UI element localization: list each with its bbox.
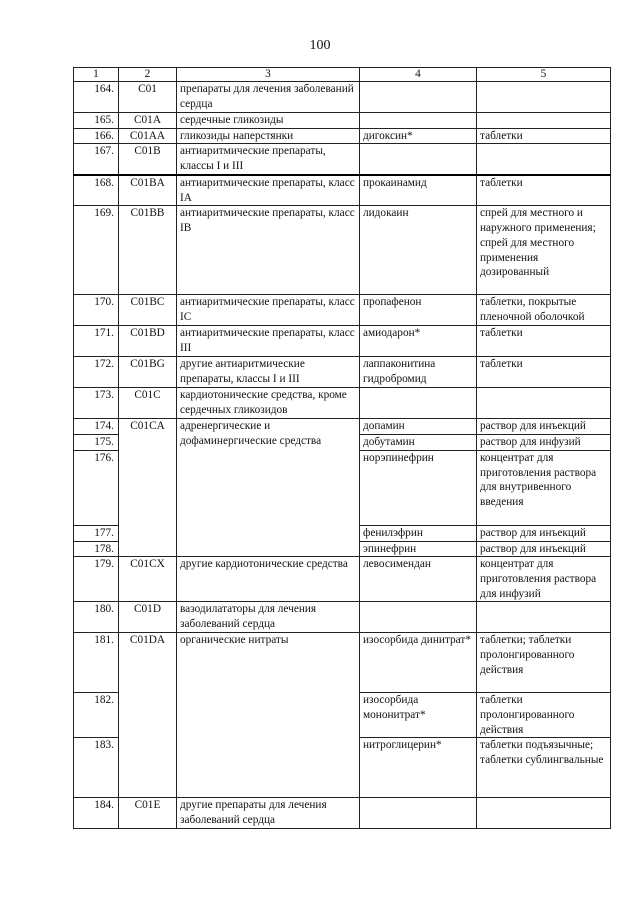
table-row bbox=[74, 798, 611, 829]
atc-group: антиаритмические препараты, классы I и III bbox=[177, 144, 360, 175]
atc-code: C01A bbox=[119, 113, 177, 129]
drug-name: эпинефрин bbox=[360, 541, 477, 557]
table-row bbox=[74, 557, 611, 602]
atc-group: вазодилататоры для лечения заболеваний сердца bbox=[177, 602, 360, 633]
column-number-row bbox=[74, 68, 611, 82]
drug-name: пропафенон bbox=[360, 295, 477, 326]
row-number: 183. bbox=[74, 738, 119, 798]
drug-name: фенилэфрин bbox=[360, 525, 477, 541]
drug-name: амиодарон* bbox=[360, 326, 477, 357]
drug-name bbox=[360, 82, 477, 113]
atc-code: C01BC bbox=[119, 295, 177, 326]
table-row bbox=[74, 388, 611, 419]
dosage-form: таблетки bbox=[477, 128, 611, 144]
atc-code: C01AA bbox=[119, 128, 177, 144]
drug-name bbox=[360, 798, 477, 829]
row-number: 164. bbox=[74, 82, 119, 113]
atc-code: C01BG bbox=[119, 357, 177, 388]
atc-code: C01CA bbox=[119, 419, 177, 557]
column-number: 4 bbox=[360, 68, 477, 82]
atc-code: C01E bbox=[119, 798, 177, 829]
dosage-form: таблетки, покрытые пленочной оболочкой bbox=[477, 295, 611, 326]
table-row bbox=[74, 82, 611, 113]
table-row bbox=[74, 175, 611, 206]
row-number: 177. bbox=[74, 525, 119, 541]
dosage-form bbox=[477, 798, 611, 829]
atc-code: C01CX bbox=[119, 557, 177, 602]
dosage-form: концентрат для приготовления раствора для внутривенного введения bbox=[477, 450, 611, 525]
atc-group: сердечные гликозиды bbox=[177, 113, 360, 129]
atc-group: антиаритмические препараты, класс IA bbox=[177, 175, 360, 206]
dosage-form: таблетки bbox=[477, 175, 611, 206]
drug-name: лаппаконитина гидробромид bbox=[360, 357, 477, 388]
atc-group: антиаритмические препараты, класс IB bbox=[177, 206, 360, 295]
dosage-form: раствор для инъекций bbox=[477, 419, 611, 435]
row-number: 165. bbox=[74, 113, 119, 129]
atc-group: антиаритмические препараты, класс III bbox=[177, 326, 360, 357]
atc-group: кардиотонические средства, кроме сердечных гликозидов bbox=[177, 388, 360, 419]
atc-group: препараты для лечения заболеваний сердца bbox=[177, 82, 360, 113]
dosage-form bbox=[477, 82, 611, 113]
atc-group: органические нитраты bbox=[177, 633, 360, 798]
dosage-form: раствор для инъекций bbox=[477, 525, 611, 541]
atc-group: другие кардиотонические средства bbox=[177, 557, 360, 602]
dosage-form: таблетки пролонгированного действия bbox=[477, 693, 611, 738]
row-number: 172. bbox=[74, 357, 119, 388]
column-number: 1 bbox=[74, 68, 119, 82]
drug-name: норэпинефрин bbox=[360, 450, 477, 525]
atc-code: C01 bbox=[119, 82, 177, 113]
row-number: 182. bbox=[74, 693, 119, 738]
drug-name: добутамин bbox=[360, 435, 477, 451]
row-number: 169. bbox=[74, 206, 119, 295]
row-number: 170. bbox=[74, 295, 119, 326]
drug-name: нитроглицерин* bbox=[360, 738, 477, 798]
atc-code: C01D bbox=[119, 602, 177, 633]
row-number: 168. bbox=[74, 175, 119, 206]
atc-group: адренергические и дофаминергические средства bbox=[177, 419, 360, 557]
row-number: 179. bbox=[74, 557, 119, 602]
atc-group: другие препараты для лечения заболеваний сердца bbox=[177, 798, 360, 829]
drug-name bbox=[360, 144, 477, 175]
drug-name: допамин bbox=[360, 419, 477, 435]
dosage-form bbox=[477, 602, 611, 633]
atc-group: гликозиды наперстянки bbox=[177, 128, 360, 144]
atc-group: другие антиаритмические препараты, классы I и III bbox=[177, 357, 360, 388]
dosage-form: спрей для местного и наружного применения; спрей для местного применения дозированный bbox=[477, 206, 611, 295]
drug-name bbox=[360, 388, 477, 419]
dosage-form: таблетки bbox=[477, 357, 611, 388]
row-number: 180. bbox=[74, 602, 119, 633]
dosage-form: таблетки; таблетки пролонгированного действия bbox=[477, 633, 611, 693]
row-number: 178. bbox=[74, 541, 119, 557]
drug-name: левосимендан bbox=[360, 557, 477, 602]
drug-name: дигоксин* bbox=[360, 128, 477, 144]
table-row bbox=[74, 206, 611, 295]
table-row bbox=[74, 602, 611, 633]
drug-name bbox=[360, 602, 477, 633]
table-row bbox=[74, 357, 611, 388]
row-number: 184. bbox=[74, 798, 119, 829]
dosage-form: таблетки подъязычные; таблетки сублингвальные bbox=[477, 738, 611, 798]
dosage-form: таблетки bbox=[477, 326, 611, 357]
medication-table bbox=[73, 67, 611, 829]
drug-name: прокаинамид bbox=[360, 175, 477, 206]
dosage-form: раствор для инъекций bbox=[477, 541, 611, 557]
row-number: 175. bbox=[74, 435, 119, 451]
table-row bbox=[74, 633, 611, 693]
dosage-form bbox=[477, 388, 611, 419]
row-number: 173. bbox=[74, 388, 119, 419]
table-row bbox=[74, 144, 611, 175]
atc-group: антиаритмические препараты, класс IC bbox=[177, 295, 360, 326]
row-number: 167. bbox=[74, 144, 119, 175]
page-number: 100 bbox=[309, 38, 331, 53]
dosage-form: раствор для инфузий bbox=[477, 435, 611, 451]
row-number: 176. bbox=[74, 450, 119, 525]
atc-code: C01BA bbox=[119, 175, 177, 206]
dosage-form bbox=[477, 113, 611, 129]
row-number: 166. bbox=[74, 128, 119, 144]
atc-code: C01BD bbox=[119, 326, 177, 357]
table-row bbox=[74, 419, 611, 435]
table-row bbox=[74, 295, 611, 326]
drug-name: изосорбида мононитрат* bbox=[360, 693, 477, 738]
row-number: 171. bbox=[74, 326, 119, 357]
atc-code: C01C bbox=[119, 388, 177, 419]
atc-code: C01BB bbox=[119, 206, 177, 295]
column-number: 5 bbox=[477, 68, 611, 82]
drug-name bbox=[360, 113, 477, 129]
table-row bbox=[74, 113, 611, 129]
dosage-form: концентрат для приготовления раствора для инфузий bbox=[477, 557, 611, 602]
row-number: 181. bbox=[74, 633, 119, 693]
column-number: 2 bbox=[119, 68, 177, 82]
dosage-form bbox=[477, 144, 611, 175]
drug-name: изосорбида динитрат* bbox=[360, 633, 477, 693]
column-number: 3 bbox=[177, 68, 360, 82]
atc-code: C01B bbox=[119, 144, 177, 175]
table-row bbox=[74, 128, 611, 144]
atc-code: C01DA bbox=[119, 633, 177, 798]
table-row bbox=[74, 326, 611, 357]
drug-name: лидокаин bbox=[360, 206, 477, 295]
row-number: 174. bbox=[74, 419, 119, 435]
